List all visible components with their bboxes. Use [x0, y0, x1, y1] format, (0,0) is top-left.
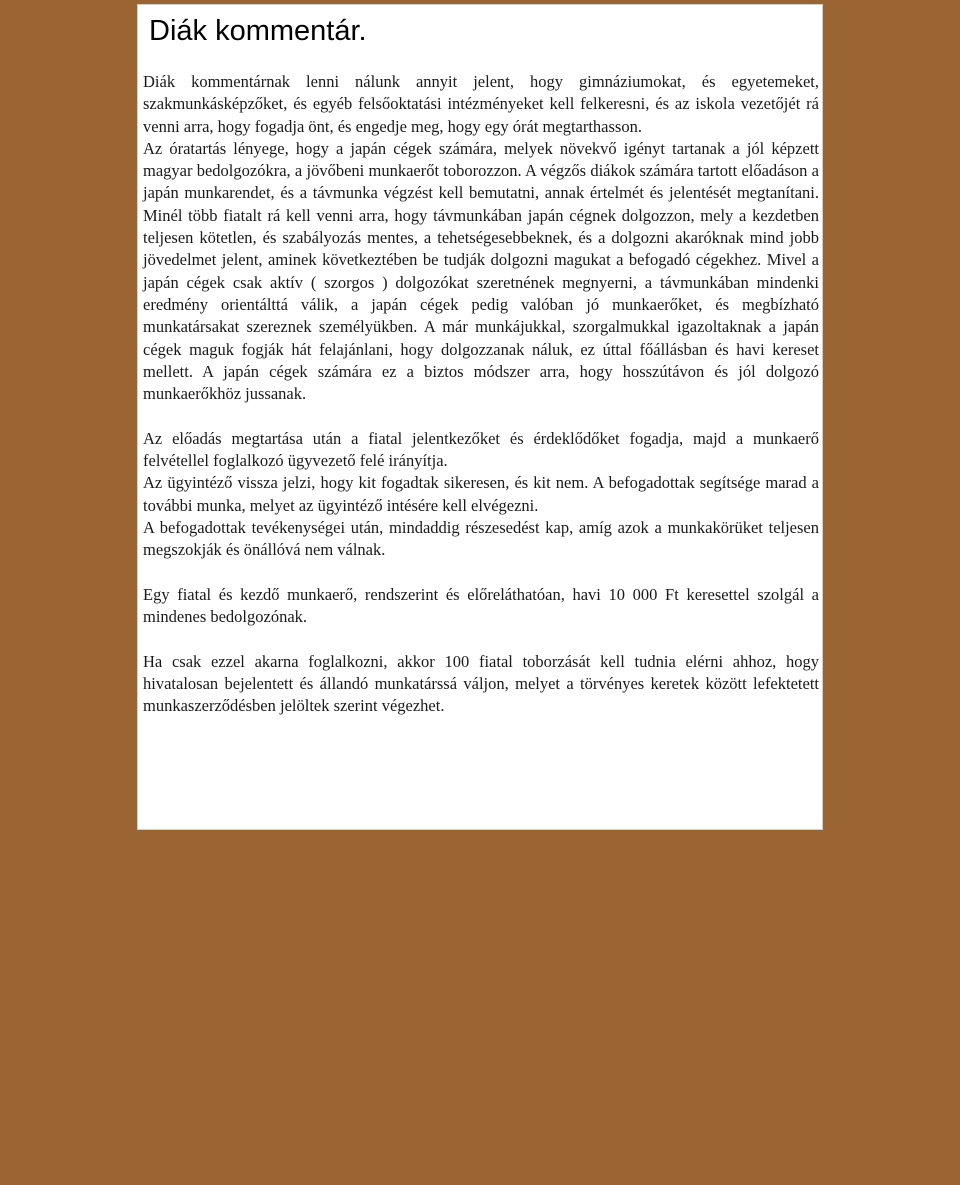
paragraph-intro: Diák kommentárnak lenni nálunk annyit jelent, hogy gimnáziumokat, és egyetemeket, szakmunkásképzőket, és egyéb felsőoktatási intézményeket kell felkeresni, és az iskola vezetőjét rá venni arra, hogy fogadja önt, és engedje meg, hogy egy órát megtarthasson. — [143, 72, 819, 136]
paragraph-main: Az óratartás lényege, hogy a japán cégek számára, melyek növekvő igényt tartanak a jól képzett magyar bedolgozókra, a jövőbeni munkaerőt toborozzon. A végzős diákok számára tartott előadáson a japán munkarendet, és a távmunka végzést kell bemutatni, annak értelmét és jelentését megtanítani. Minél több fiatalt rá kell venni arra, hogy távmunkában japán cégnek dolgozzon, mely a kezdetben teljesen kötetlen, és szabályozás mentes, a tehetségesebbeknek, és a dolgozni akaróknak mind jobb jövedelmet jelent, aminek következtében be tudják dolgozni magukat a befogadó cégekhez. Mivel a japán cégek csak aktív ( szorgos ) dolgozókat szeretnének megnyerni, a távmunkában mindenki eredmény orientálttá válik, a japán cégek pedig valóban jó munkaerőket, és megbízható munkatársakat szereznek személyükben. A már munkájukkal, szorgalmukkal igazoltaknak a japán cégek maguk fogják hát felajánlani, hogy dolgozzanak náluk, ez úttal főállásban és havi kereset mellett. A japán cégek számára ez a biztos módszer arra, hogy hosszútávon és jól dolgozó munkaerőkhöz jussanak. — [143, 138, 819, 404]
paragraph-spacer — [143, 628, 819, 650]
document-panel — [137, 4, 823, 830]
page-title: Diák kommentár. — [149, 15, 367, 47]
paragraph-spacer — [143, 405, 819, 427]
paragraph-spacer — [143, 562, 819, 584]
paragraph-conclusion: Ha csak ezzel akarna foglalkozni, akkor 100 fiatal toborzását kell tudnia elérni ahhoz, hogy hivatalosan bejelentett és állandó munkatárssá váljon, melyet a törvényes keretek között lefektetett munkaszerződésben jelöltek szerint végezhet. — [143, 651, 819, 716]
paragraph-administrator: Az ügyintéző vissza jelzi, hogy kit fogadtak sikeresen, és kit nem. A befogadottak segítsége marad a további munka, melyet az ügyintéző intésére kell elvégezni. — [143, 473, 819, 515]
paragraph-share: A befogadottak tevékenységei után, mindaddig részesedést kap, amíg azok a munkakörüket teljesen megszokják és önállóvá nem válnak. — [143, 517, 819, 560]
document-body — [143, 71, 819, 718]
paragraph-after-lecture: Az előadás megtartása után a fiatal jelentkezőket és érdeklődőket fogadja, majd a munkaerő felvétellel foglalkozó ügyvezető felé irányítja. — [143, 428, 819, 471]
paragraph-income: Egy fiatal és kezdő munkaerő, rendszerint és előreláthatóan, havi 10 000 Ft keresettel szolgál a mindenes bedolgozónak. — [143, 584, 819, 627]
